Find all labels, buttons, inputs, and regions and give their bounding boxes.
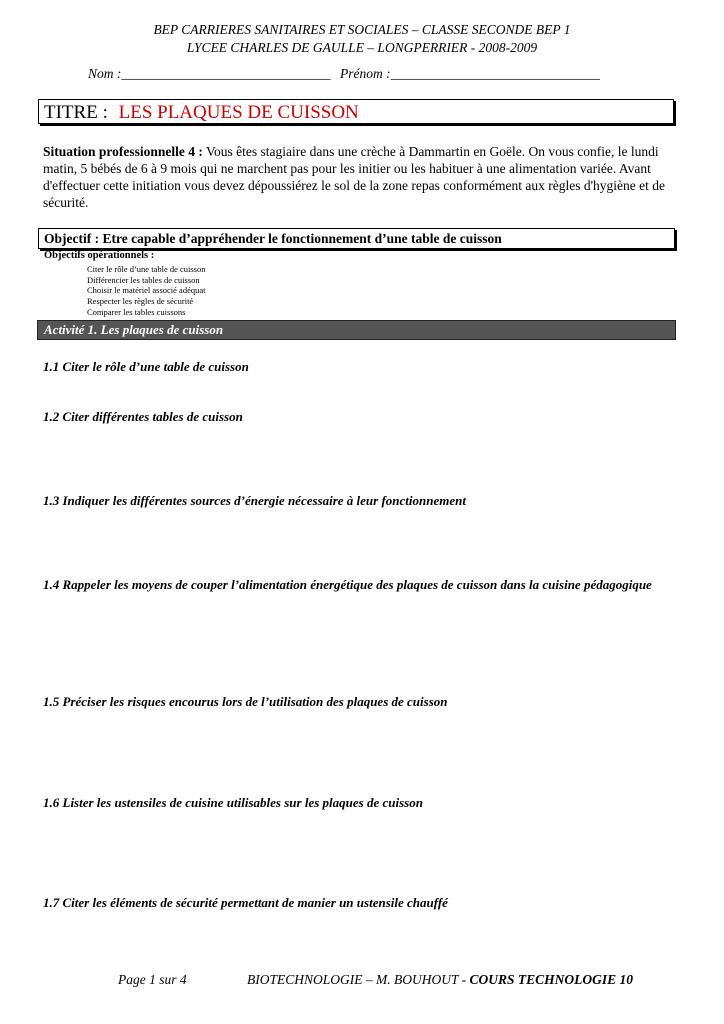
list-item: Choisir le matériel associé adéquat xyxy=(87,285,206,296)
prenom-field: Prénom :_______________________________ xyxy=(340,66,600,81)
situation-label: Situation professionnelle 4 : xyxy=(43,144,203,159)
activity-heading: Activité 1. Les plaques de cuisson xyxy=(37,320,676,340)
nom-field: Nom :_______________________________ xyxy=(88,66,331,81)
title-box xyxy=(38,99,674,124)
question-1-7: 1.7 Citer les éléments de sécurité permettant de manier un ustensile chauffé xyxy=(43,895,448,910)
page-title: LES PLAQUES DE CUISSON xyxy=(118,102,359,123)
list-item: Citer le rôle d’une table de cuisson xyxy=(87,264,206,274)
operational-objectives-list xyxy=(87,264,206,318)
name-fields xyxy=(88,66,600,82)
list-item: Respecter les règles de sécurité xyxy=(87,296,194,307)
header-line-1: BEP CARRIERES SANITAIRES ET SOCIALES – CLASSE SECONDE BEP 1 xyxy=(153,22,571,37)
objective-box: Objectif : Etre capable d’appréhender le fonctionnement d’une table de cuisson xyxy=(38,228,675,249)
question-1-4: 1.4 Rappeler les moyens de couper l’alimentation énergétique des plaques de cuisson dans la cuisine pédagogique xyxy=(43,577,652,592)
header-line-2: LYCEE CHARLES DE GAULLE – LONGPERRIER - 2008-2009 xyxy=(186,40,538,55)
list-item: Différencier les tables de cuisson xyxy=(87,274,200,285)
situation-paragraph xyxy=(43,143,675,211)
question-1-1: 1.1 Citer le rôle d’une table de cuisson xyxy=(43,359,249,374)
title-prefix: TITRE : xyxy=(44,102,108,123)
list-item: Comparer les tables cuissons xyxy=(87,306,186,317)
question-1-2: 1.2 Citer différentes tables de cuisson xyxy=(43,409,243,424)
page-number: Page 1 sur 4 xyxy=(118,972,187,987)
operational-objectives-title: Objectifs opérationnels : xyxy=(44,250,155,261)
situation-text: Vous êtes stagiaire dans une crèche à Dammartin en Goële. On vous confie, le lundi matin, 5 bébés de 6 à 9 mois qui ne marchent pas pour les initier ou les habituer à une alimentation variée. Avant d'effectuer cette initiation vous devez dépoussiérez le sol de la zone repas conformément aux règles d'hygiène et de sécurité. xyxy=(43,144,665,210)
footer-course-text: BIOTECHNOLOGIE – M. BOUHOUT - xyxy=(247,972,470,987)
question-1-6: 1.6 Lister les ustensiles de cuisine utilisables sur les plaques de cuisson xyxy=(43,795,423,810)
footer-course xyxy=(247,972,633,988)
question-1-3: 1.3 Indiquer les différentes sources d’énergie nécessaire à leur fonctionnement xyxy=(43,493,466,508)
footer-course-bold: COURS TECHNOLOGIE 10 xyxy=(469,972,634,987)
question-1-5: 1.5 Préciser les risques encourus lors de l’utilisation des plaques de cuisson xyxy=(43,694,448,709)
